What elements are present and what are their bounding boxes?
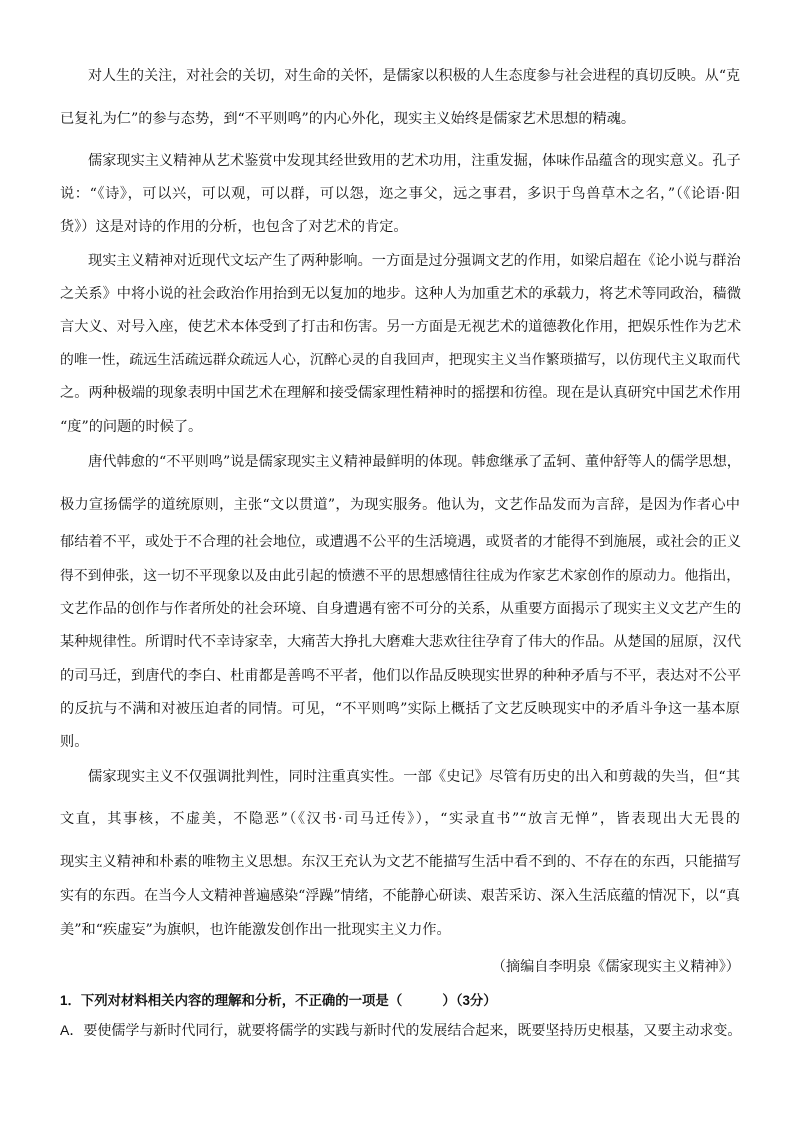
paragraph-1-line-1: 对人生的关注，对社会的关切，对生命的关怀，是儒家以积极的人生态度参与社会进程的真切反映。从“克 <box>88 68 740 84</box>
paragraph-3-line-4: 的唯一性，疏远生活疏远群众疏远人心，沉醉心灵的自我回声，把现实主义当作繁琐描写，以仿现代主义取而代 <box>60 352 740 368</box>
paragraph-2-line-1: 儒家现实主义精神从艺术鉴赏中发现其经世致用的艺术功用，注重发掘，体味作品蕴含的现实意义。孔子 <box>88 153 741 169</box>
paragraph-5-line-1: 儒家现实主义不仅强调批判性，同时注重真实性。一部《史记》尽管有历史的出入和剪裁的失当，但“其 <box>88 769 740 785</box>
paragraph-4-line-9: 则。 <box>60 734 89 750</box>
source-attribution: （摘编自李明泉《儒家现实主义精神》） <box>491 959 740 975</box>
paragraph-4-line-7: 的司马迁，到唐代的李白、杜甫都是善鸣不平者，他们以作品反映现实世界的种种矛盾与不平，表达对不公平 <box>60 668 742 684</box>
paragraph-5-line-5: 美”和“疾虚妄”为旗帜，也许能激发创作出一批现实主义力作。 <box>60 922 451 938</box>
paragraph-4-line-4: 得不到伸张，这一切不平现象以及由此引起的愤懑不平的思想感情往往成为作家艺术家创作的原动力。他指出， <box>60 568 740 584</box>
paragraph-3-line-6: “度”的问题的时候了。 <box>60 419 203 435</box>
paragraph-5-line-2: 文直，其事核，不虚美，不隐恶”（《汉书·司马迁传》），“实录直书”“放言无惮”，皆表现出大无畏的 <box>60 811 740 827</box>
paragraph-3-line-2: 之关系》中将小说的社会政治作用抬到无以复加的地步。这种人为加重艺术的承载力，将艺术等同政治，穑微 <box>60 286 742 302</box>
paragraph-2-line-2: 说：“《诗》，可以兴，可以观，可以群，可以怨，迩之事父，远之事君，多识于鸟兽草木之名，”（《论语·阳 <box>60 186 740 202</box>
paragraph-4-line-8: 的反抗与不满和对被压迫者的同情。可见，“不平则鸣”实际上概括了文艺反映现实中的矛盾斗争这一基本原 <box>60 701 740 717</box>
paragraph-2-line-3: 货》）这是对诗的作用的分析，也包含了对艺术的肯定。 <box>60 219 408 235</box>
paragraph-4-line-5: 文艺作品的创作与作者所处的社会环境、自身遭遇有密不可分的关系，从重要方面揭示了现实主义文艺产生的 <box>60 601 742 617</box>
paragraph-3-line-5: 之。两种极端的现象表明中国艺术在理解和接受儒家理性精神时的摇摆和彷徨。现在是认真研究中国艺术作用 <box>60 385 742 401</box>
paragraph-4-line-6: 某种规律性。所谓时代不幸诗家幸，大痛苦大挣扎大磨难大悲欢往往孕育了伟大的作品。从楚国的屈原，汉代 <box>60 634 742 650</box>
paragraph-4-line-3: 郁结着不平，或处于不合理的社会地位，或遭遇不公平的生活境遇，或贤者的才能得不到施展，或社会的正义 <box>60 534 742 550</box>
question-1-stem: 1．下列对材料相关内容的理解和分析，不正确的一项是（ ）（3分） <box>60 993 497 1008</box>
paragraph-5-line-3: 现实主义精神和朴素的唯物主义思想。东汉王充认为文艺不能描写生活中看不到的、不存在的东西，只能描写 <box>60 854 742 870</box>
paragraph-4-line-1: 唐代韩愈的“不平则鸣”说是儒家现实主义精神最鲜明的体现。韩愈继承了孟轲、董仲舒等人的儒学思想， <box>88 454 741 470</box>
paragraph-1-line-2: 已复礼为仁”的参与态势，到“不平则鸣”的内心外化，现实主义始终是儒家艺术思想的精魂。 <box>60 111 636 127</box>
paragraph-3-line-3: 言大义、对号入座，使艺术本体受到了打击和伤害。另一方面是无视艺术的道德教化作用，把娱乐性作为艺术 <box>60 319 742 335</box>
paragraph-3-line-1: 现实主义精神对近现代文坛产生了两种影响。一方面是过分强调文艺的作用，如梁启超在《论小说与群治 <box>88 253 741 269</box>
paragraph-5-line-4: 实有的东西。在当今人文精神普遍感染“浮躁”情绪，不能静心研读、艰苦采访、深入生活底蕴的情况下，以“真 <box>60 888 740 904</box>
paragraph-4-line-2: 极力宣扬儒学的道统原则，主张“文以贯道”，为现实服务。他认为，文艺作品发而为言辞，是因为作者心中 <box>60 497 740 513</box>
question-1-option-a: A．要使儒学与新时代同行，就要将儒学的实践与新时代的发展结合起来，既要坚持历史根基，又要主动求变。 <box>60 1022 742 1038</box>
